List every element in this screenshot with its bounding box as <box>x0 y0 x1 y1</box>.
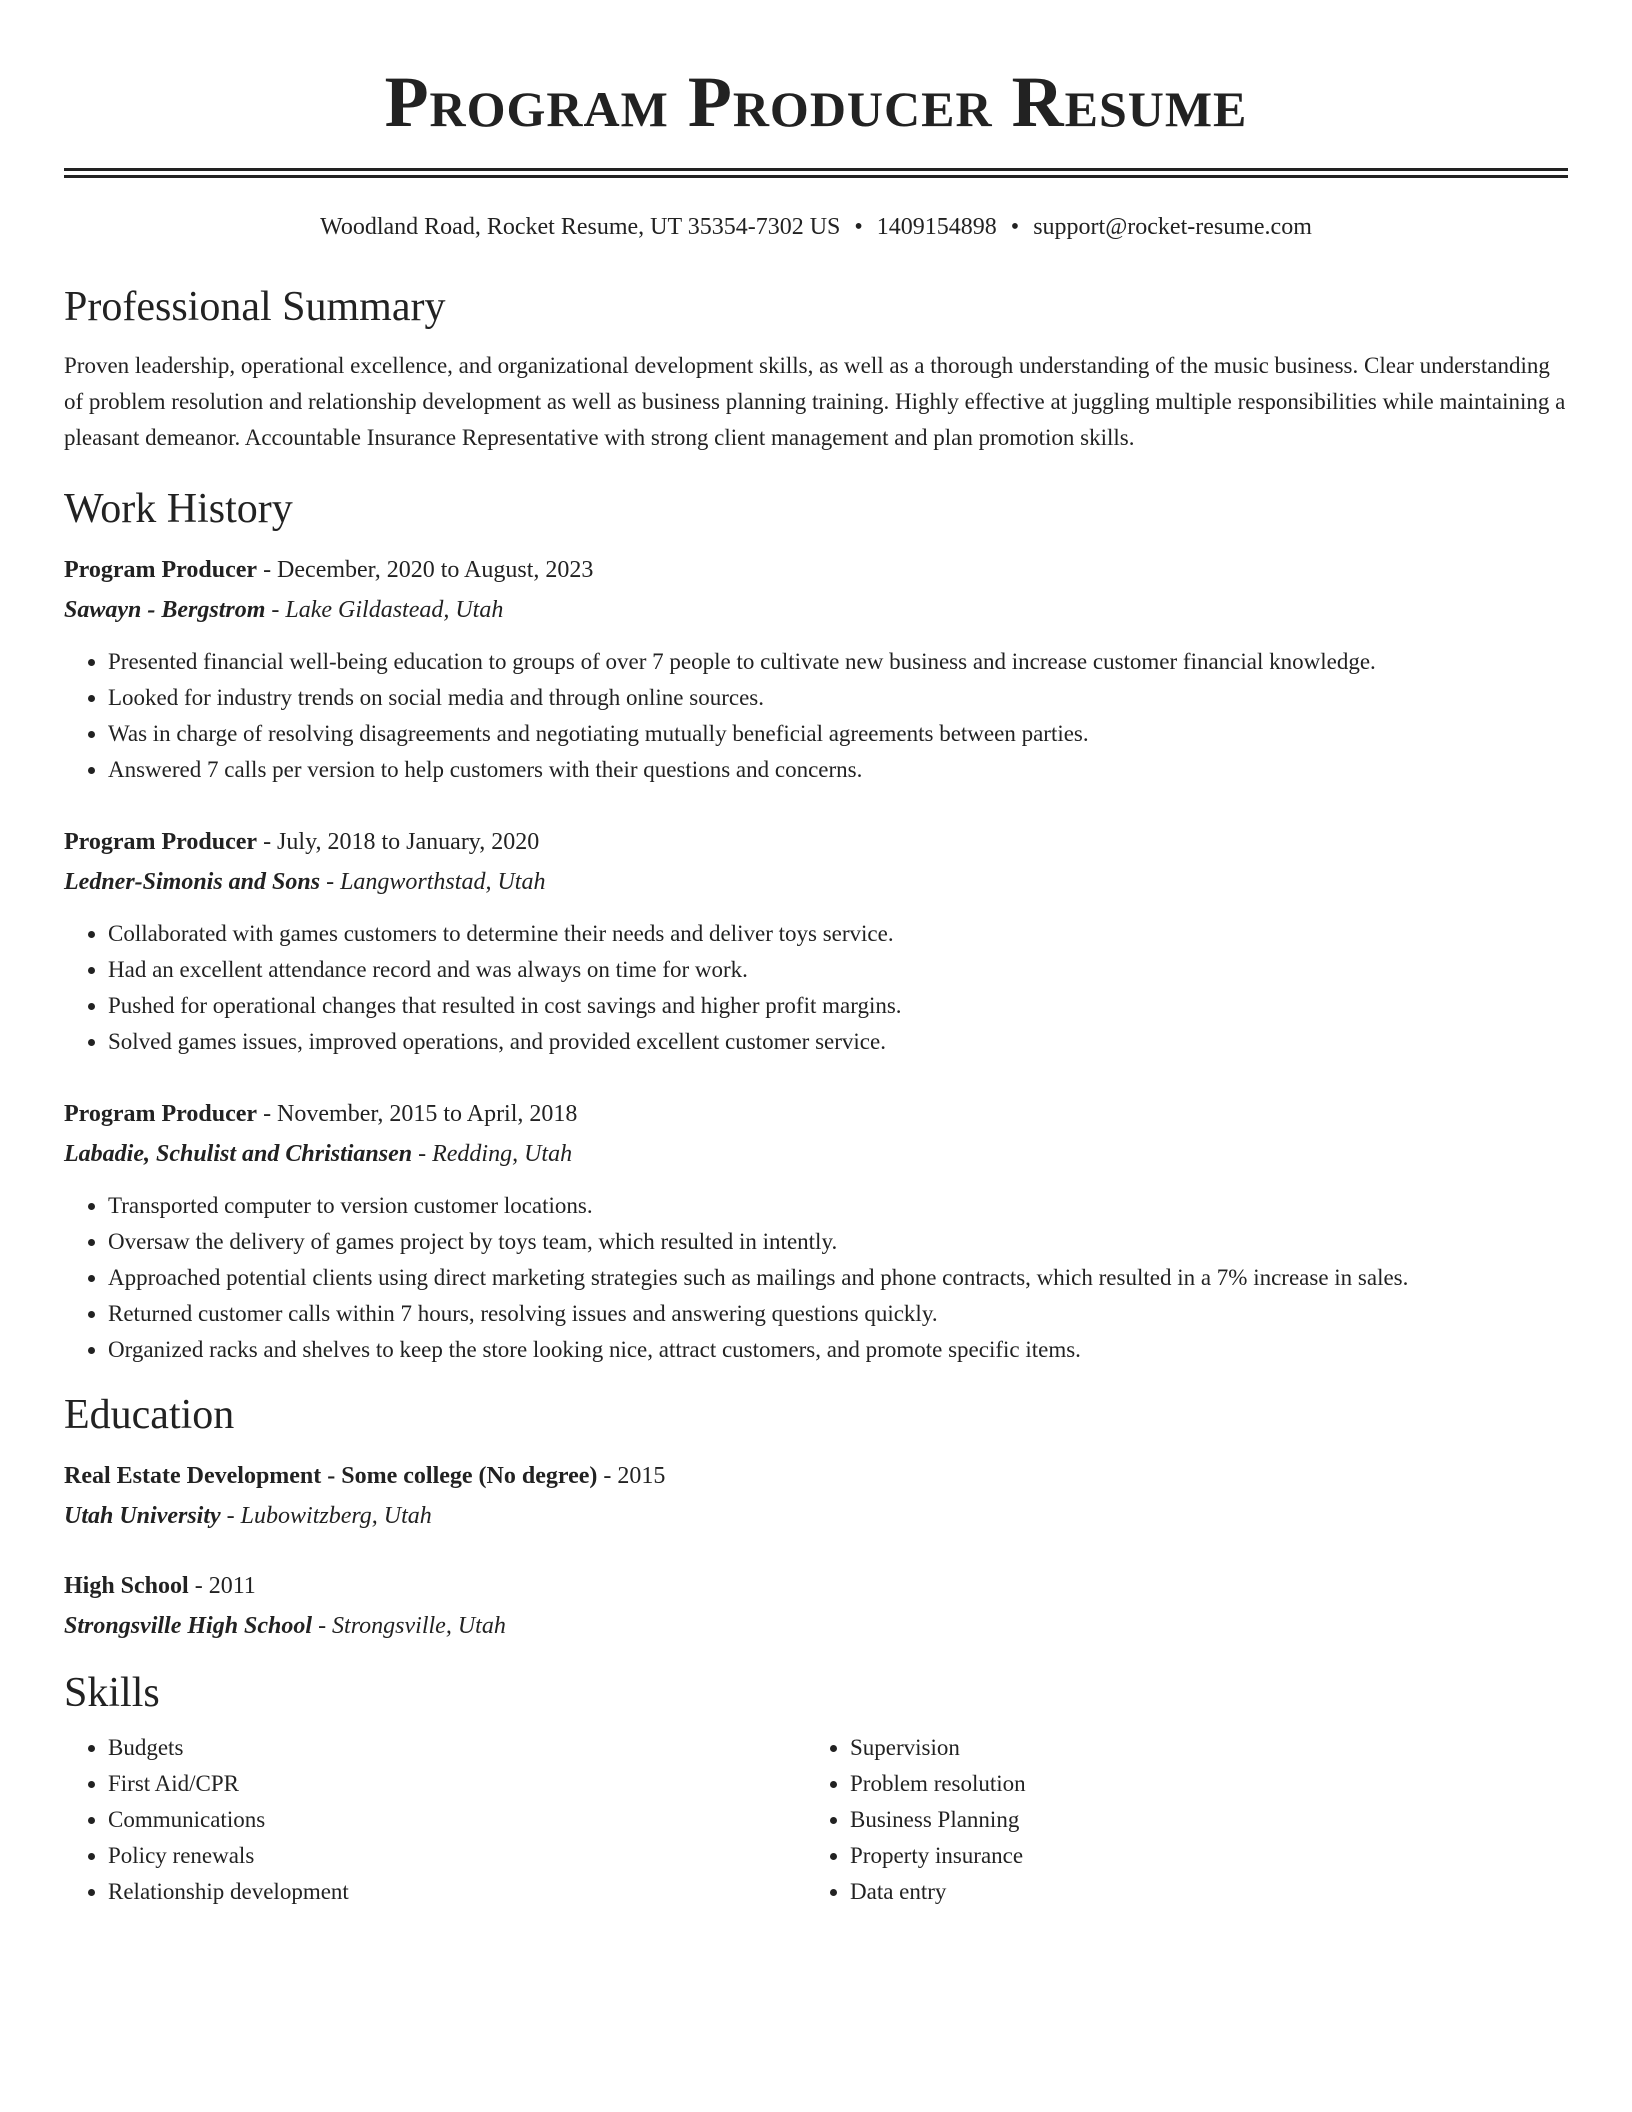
work-history-heading: Work History <box>64 486 293 532</box>
skill-item: • Relationship development <box>108 1874 806 1910</box>
job-bullet: • Had an excellent attendance record and was always on time for work. <box>108 952 1568 988</box>
job-bullet: • Pushed for operational changes that resulted in cost savings and higher profit margins. <box>108 988 1568 1024</box>
job-company: Labadie, Schulist and Christiansen <box>64 1141 413 1167</box>
summary-heading: Professional Summary <box>64 284 446 330</box>
job-bullet: • Was in charge of resolving disagreements and negotiating mutually beneficial agreements between parties. <box>108 716 1568 752</box>
job-bullet: • Transported computer to version customer locations. <box>108 1188 1568 1224</box>
skills-column-right <box>806 1730 1568 1910</box>
education-year: - 2011 <box>188 1573 256 1599</box>
education-degree: Real Estate Development - Some college (No degree) <box>64 1463 598 1489</box>
job-bullet: • Organized racks and shelves to keep the store looking nice, attract customers, and promote specific items. <box>108 1332 1568 1368</box>
skill-item: • Business Planning <box>850 1802 1568 1838</box>
job-title-line <box>64 550 1568 590</box>
education-entry <box>64 1456 1568 1536</box>
job-title: Program Producer <box>64 829 258 855</box>
job-entry <box>64 1094 1568 1368</box>
contact-email: support@rocket-resume.com <box>1033 214 1312 240</box>
job-bullet: • Looked for industry trends on social media and through online sources. <box>108 680 1568 716</box>
job-company: Ledner-Simonis and Sons <box>64 869 321 895</box>
education-entry <box>64 1566 1568 1646</box>
job-location: - Lake Gildastead, Utah <box>265 597 504 623</box>
skill-item: • Data entry <box>850 1874 1568 1910</box>
education-school: Utah University <box>64 1503 221 1529</box>
job-dates: - November, 2015 to April, 2018 <box>257 1101 578 1127</box>
contact-phone: 1409154898 <box>876 214 997 240</box>
job-bullet: • Returned customer calls within 7 hours, resolving issues and answering questions quickly. <box>108 1296 1568 1332</box>
skill-item: • Property insurance <box>850 1838 1568 1874</box>
skills-heading: Skills <box>64 1670 160 1716</box>
job-bullets <box>64 916 1568 1060</box>
skill-item: • Supervision <box>850 1730 1568 1766</box>
job-bullet: • Presented financial well-being education to groups of over 7 people to cultivate new business and increase customer financial knowledge. <box>108 644 1568 680</box>
contact-address: Woodland Road, Rocket Resume, UT 35354-7302 US <box>320 214 841 240</box>
resume-title: Program Producer Resume <box>384 62 1248 142</box>
job-title: Program Producer <box>64 557 258 583</box>
job-title-line <box>64 822 1568 862</box>
contact-line <box>64 212 1568 242</box>
education-location: - Strongsville, Utah <box>312 1613 506 1639</box>
education-degree-line <box>64 1566 1568 1606</box>
job-dates: - July, 2018 to January, 2020 <box>257 829 540 855</box>
skill-item: • Communications <box>108 1802 806 1838</box>
title-double-rule <box>64 168 1568 178</box>
job-entry <box>64 550 1568 788</box>
job-location: - Redding, Utah <box>412 1141 573 1167</box>
education-school: Strongsville High School <box>64 1613 313 1639</box>
skill-item: • Budgets <box>108 1730 806 1766</box>
education-degree-line <box>64 1456 1568 1496</box>
job-title-line <box>64 1094 1568 1134</box>
job-title: Program Producer <box>64 1101 258 1127</box>
skills-list <box>64 1730 1568 1910</box>
job-bullets <box>64 1188 1568 1368</box>
job-bullets <box>64 644 1568 788</box>
education-school-line <box>64 1496 1568 1536</box>
contact-separator: • <box>1010 214 1020 240</box>
education-heading: Education <box>64 1392 235 1438</box>
job-company-line <box>64 590 1568 630</box>
summary-text: Proven leadership, operational excellence, and organizational development skills, as well as a thorough understanding of the music business. Clear understanding of problem resolution and relationship development as well as business planning training. Highly effective at juggling multiple responsibilities while maintaining a pleasant demeanor. Accountable Insurance Representative with strong client management and plan promotion skills. <box>64 353 1566 450</box>
skill-item: • Problem resolution <box>850 1766 1568 1802</box>
education-location: - Lubowitzberg, Utah <box>220 1503 432 1529</box>
job-bullet: • Oversaw the delivery of games project by toys team, which resulted in intently. <box>108 1224 1568 1260</box>
job-entry <box>64 822 1568 1060</box>
job-dates: - December, 2020 to August, 2023 <box>257 557 594 583</box>
contact-separator: • <box>854 214 863 240</box>
education-school-line <box>64 1606 1568 1646</box>
education-year: - 2015 <box>597 1463 666 1489</box>
job-bullet: • Solved games issues, improved operations, and provided excellent customer service. <box>108 1024 1568 1060</box>
job-company-line <box>64 862 1568 902</box>
job-location: - Langworthstad, Utah <box>320 869 546 895</box>
education-degree: High School <box>64 1573 189 1599</box>
job-bullet: • Approached potential clients using direct marketing strategies such as mailings and phone contracts, which resulted in a 7% increase in sales. <box>108 1260 1568 1296</box>
skill-item: • Policy renewals <box>108 1838 806 1874</box>
job-company: Sawayn - Bergstrom <box>64 597 266 623</box>
skills-column-left <box>64 1730 806 1910</box>
job-bullet: • Collaborated with games customers to determine their needs and deliver toys service. <box>108 916 1568 952</box>
job-company-line <box>64 1134 1568 1174</box>
skill-item: • First Aid/CPR <box>108 1766 806 1802</box>
job-bullet: • Answered 7 calls per version to help customers with their questions and concerns. <box>108 752 1568 788</box>
